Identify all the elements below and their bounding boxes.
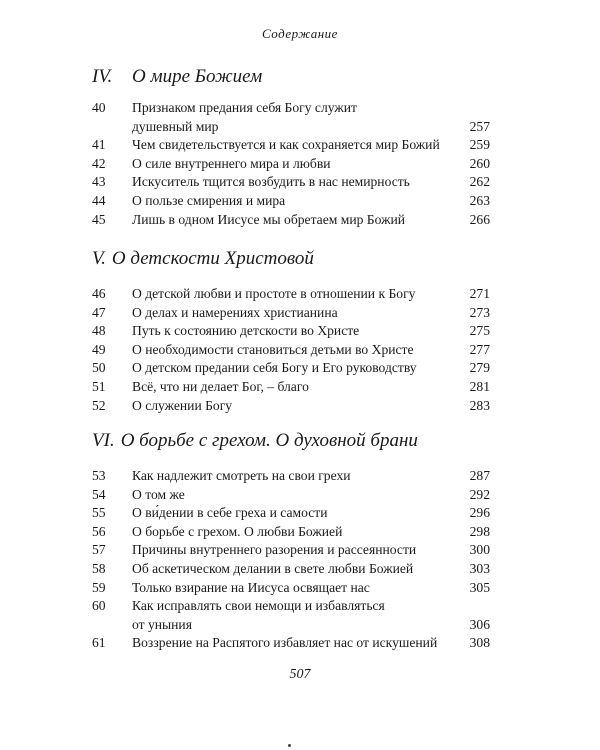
- entry-title-line: Об аскетическом делании в свете любви Божией: [132, 560, 414, 576]
- entry-title: [132, 155, 490, 174]
- entry-title: [132, 99, 490, 136]
- entry-title-line: О борьбе с грехом. О любви Божией: [132, 523, 343, 539]
- entry-page: 266: [469, 211, 490, 227]
- entry-title-line: от уныния: [132, 616, 192, 632]
- entry-page: 281: [469, 378, 490, 394]
- toc-entry: [92, 211, 490, 230]
- toc-entry: [92, 192, 490, 211]
- entry-title-line: Всё, что ни делает Бог, – благо: [132, 378, 309, 394]
- toc-entry: [92, 378, 490, 397]
- entry-title-line: Как надлежит смотреть на свои грехи: [132, 468, 351, 483]
- toc-entry: [92, 397, 490, 416]
- entry-title: [132, 359, 490, 378]
- entry-title: [132, 322, 490, 341]
- entry-number: 44: [92, 192, 106, 208]
- entry-number: 56: [92, 523, 106, 539]
- section-title: [92, 66, 262, 88]
- entry-page: 259: [469, 137, 490, 153]
- entry-page: 292: [469, 486, 490, 502]
- print-mark: [288, 744, 291, 747]
- entry-number: 52: [92, 397, 106, 413]
- entry-number: 57: [92, 542, 106, 558]
- entry-title-line: Воззрение на Распятого избавляет нас от искушений: [132, 635, 438, 651]
- entry-page: 287: [469, 468, 490, 483]
- entry-title-line: О силе внутреннего мира и любви: [132, 155, 331, 171]
- section-heading-text: О борьбе с грехом. О духовной брани: [120, 430, 418, 451]
- toc-entry: [92, 99, 490, 136]
- entry-page: 273: [469, 304, 490, 320]
- entry-page: 305: [469, 579, 490, 595]
- entry-number: 49: [92, 341, 106, 357]
- toc-entry: [92, 304, 490, 323]
- section-number: VI.: [92, 430, 115, 451]
- entry-number: 59: [92, 579, 106, 595]
- entry-list: [92, 285, 490, 415]
- entry-number: 48: [92, 323, 106, 339]
- entry-number: 61: [92, 635, 106, 651]
- entry-title-line: О том же: [132, 486, 185, 502]
- toc-entry: [92, 285, 490, 304]
- entry-page: 260: [469, 155, 490, 171]
- entry-title-line: О детской любви и простоте в отношении к Богу: [132, 286, 416, 301]
- entry-number: 43: [92, 174, 106, 190]
- entry-title-line: Путь к состоянию детскости во Христе: [132, 323, 360, 339]
- entry-page: 308: [469, 635, 490, 651]
- entry-title-line: Лишь в одном Иисусе мы обретаем мир Божий: [132, 211, 406, 227]
- entry-page: 271: [469, 286, 490, 301]
- entry-number: 60: [92, 598, 106, 614]
- entry-title-line: О детском предании себя Богу и Его руководству: [132, 360, 417, 376]
- entry-page: 279: [469, 360, 490, 376]
- entry-page: 298: [469, 523, 490, 539]
- section-heading-text: О мире Божием: [132, 66, 263, 87]
- entry-number: 45: [92, 211, 106, 227]
- entry-title: [132, 504, 490, 523]
- entry-title: [132, 486, 490, 505]
- entry-title: [132, 541, 490, 560]
- toc-entry: [92, 579, 490, 598]
- entry-title-line: Только взирание на Иисуса освящает нас: [132, 579, 370, 595]
- entry-title-line: О ви́дении в себе греха и самости: [132, 505, 328, 521]
- entry-title: [132, 579, 490, 598]
- entry-page: 300: [469, 542, 490, 558]
- entry-title: [132, 211, 490, 230]
- entry-title: [132, 136, 490, 155]
- entry-title-line: Чем свидетельствуется и как сохраняется мир Божий: [132, 137, 440, 153]
- toc-entry: [92, 136, 490, 155]
- entry-page: 275: [469, 323, 490, 339]
- entry-number: 55: [92, 505, 106, 521]
- entry-number: 41: [92, 137, 106, 153]
- entry-page: 263: [469, 192, 490, 208]
- entry-title-line: О делах и намерениях христианина: [132, 304, 338, 320]
- toc-entry: [92, 155, 490, 174]
- entry-title: [132, 285, 490, 304]
- entry-title: [132, 597, 490, 634]
- toc-entry: [92, 523, 490, 542]
- entry-list: [92, 467, 490, 653]
- entry-title: [132, 173, 490, 192]
- toc-entry: [92, 322, 490, 341]
- entry-page: 296: [469, 505, 490, 521]
- section-number: IV.: [92, 66, 113, 87]
- entry-title-line: Причины внутреннего разорения и рассеянности: [132, 542, 417, 558]
- toc-entry: [92, 359, 490, 378]
- toc-entry: [92, 173, 490, 192]
- toc-entry: [92, 597, 490, 634]
- entry-number: 50: [92, 360, 106, 376]
- entry-page: 257: [469, 118, 490, 134]
- entry-title: [132, 467, 490, 486]
- entry-page: 306: [469, 616, 490, 632]
- entry-title: [132, 560, 490, 579]
- entry-number: 42: [92, 155, 106, 171]
- entry-title: [132, 304, 490, 323]
- running-head: Содержание: [262, 26, 338, 41]
- entry-title-line: О пользе смирения и мира: [132, 192, 286, 208]
- entry-number: 47: [92, 304, 106, 320]
- entry-title-line: О служении Богу: [132, 397, 233, 413]
- entry-title: [132, 397, 490, 416]
- toc-entry: [92, 634, 490, 653]
- toc-entry: [92, 467, 490, 486]
- entry-list: [92, 99, 490, 229]
- entry-number: 54: [92, 486, 106, 502]
- toc-entry: [92, 541, 490, 560]
- entry-number: 46: [92, 286, 106, 301]
- entry-title-line: Искуситель тщится возбудить в нас немирность: [132, 174, 410, 190]
- entry-title-line: О необходимости становиться детьми во Христе: [132, 341, 414, 357]
- section-title: [92, 248, 314, 270]
- entry-title-line: Как исправлять свои немощи и избавляться: [132, 598, 385, 614]
- section-title: [92, 430, 418, 452]
- section-number: V.: [92, 248, 106, 269]
- entry-number: 40: [92, 100, 106, 115]
- toc-entry: [92, 504, 490, 523]
- entry-number: 53: [92, 468, 106, 483]
- entry-title: [132, 634, 490, 653]
- entry-title: [132, 192, 490, 211]
- entry-title: [132, 378, 490, 397]
- entry-title: [132, 523, 490, 542]
- page-number: 507: [289, 667, 311, 682]
- toc-entry: [92, 341, 490, 360]
- entry-title-line: душевный мир: [132, 118, 219, 134]
- section-heading-text: О детскости Христовой: [111, 248, 314, 269]
- toc-entry: [92, 560, 490, 579]
- entry-title-line: Признаком предания себя Богу служит: [132, 100, 357, 115]
- entry-page: 283: [469, 397, 490, 413]
- entry-page: 262: [469, 174, 490, 190]
- entry-number: 58: [92, 560, 106, 576]
- entry-number: 51: [92, 378, 106, 394]
- entry-page: 303: [469, 560, 490, 576]
- entry-page: 277: [469, 341, 490, 357]
- toc-entry: [92, 486, 490, 505]
- entry-title: [132, 341, 490, 360]
